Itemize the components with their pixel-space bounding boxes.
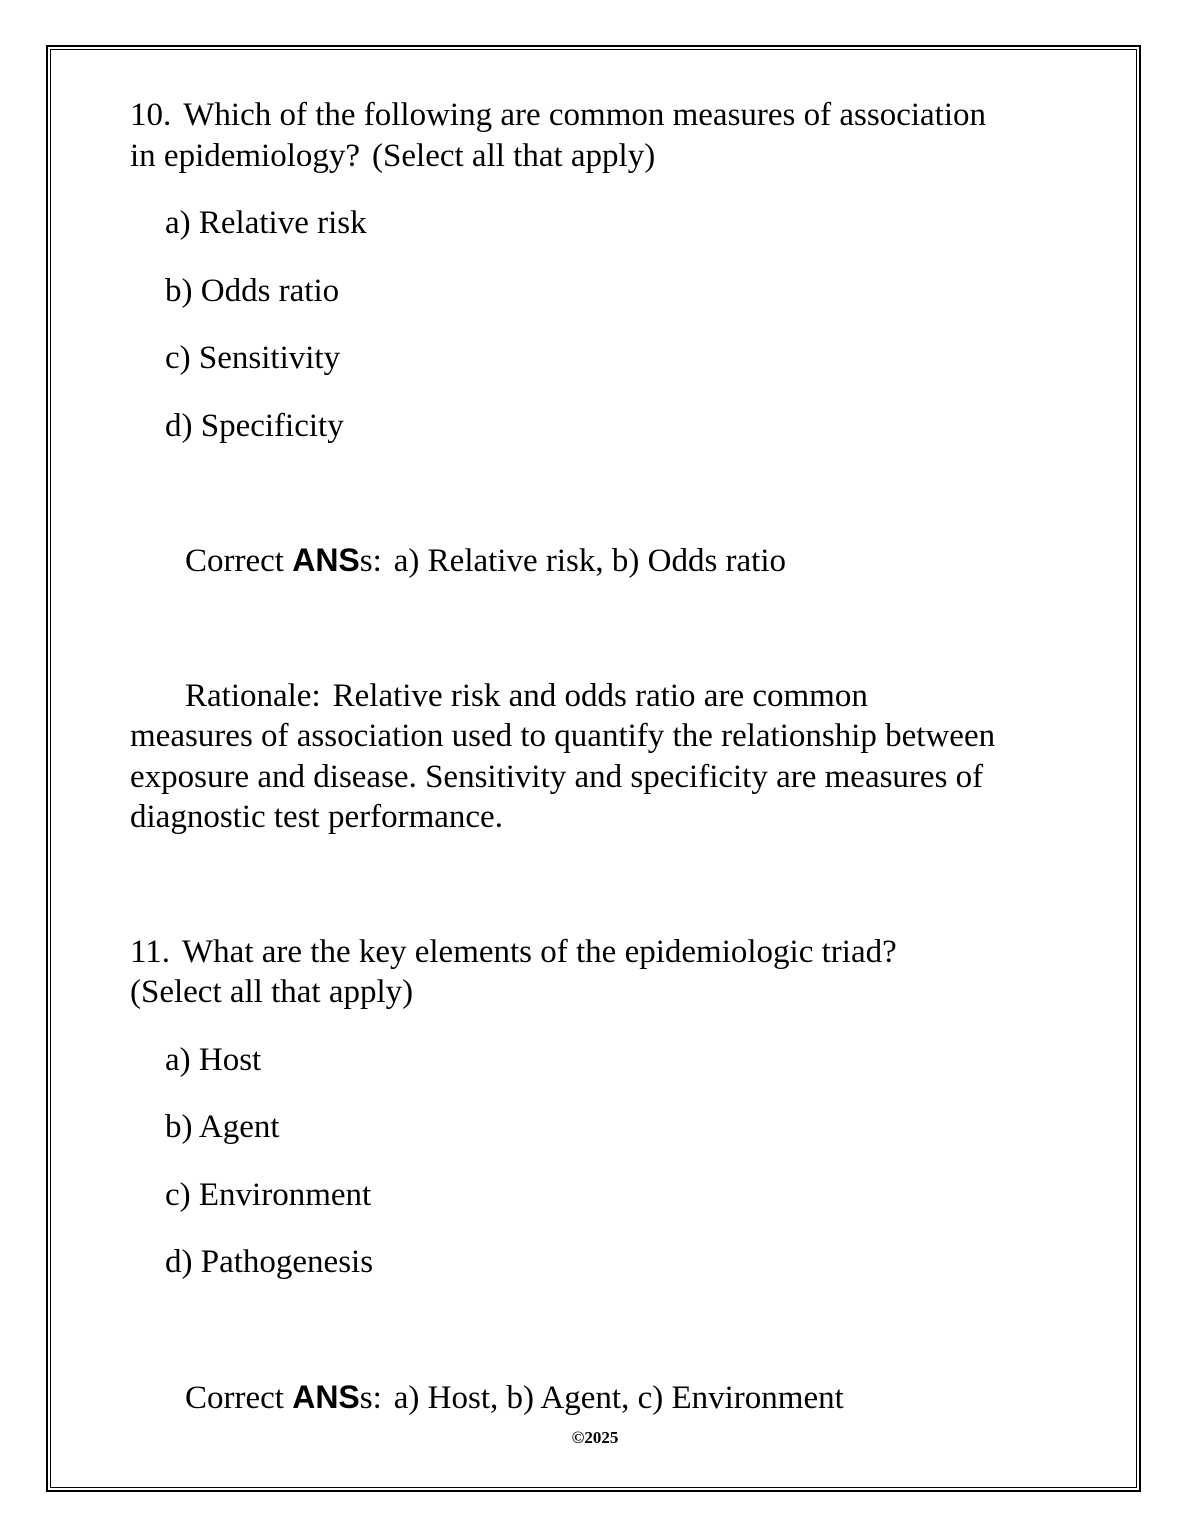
- question-10-instruction: (Select all that apply): [372, 138, 656, 174]
- question-10-option-d: d) Specificity: [165, 408, 344, 444]
- question-11-option-d: d) Pathogenesis: [165, 1244, 374, 1280]
- answer-label-prefix: Correct: [185, 1380, 293, 1416]
- question-10-rationale-line-3: exposure and disease. Sensitivity and specificity are measures of: [130, 759, 984, 795]
- question-11-option-c: c) Environment: [165, 1177, 372, 1213]
- answer-text: a) Host, b) Agent, c) Environment: [393, 1380, 844, 1416]
- question-11-number: 11.: [130, 934, 171, 970]
- question-10-stem-line-2: [130, 136, 655, 176]
- question-11-instruction: (Select all that apply): [130, 974, 414, 1010]
- answer-label-bold: ANS: [292, 542, 360, 578]
- question-11-option-b: b) Agent: [165, 1109, 280, 1145]
- question-10-stem-line-1: [130, 95, 986, 135]
- copyright-footer: ©2025: [571, 1428, 619, 1447]
- question-10-rationale-line-1: [185, 676, 868, 716]
- answer-label-bold: ANS: [292, 1379, 360, 1415]
- rationale-text: Relative risk and odds ratio are common: [332, 678, 868, 714]
- question-11-option-a: a) Host: [165, 1042, 262, 1078]
- question-10-text-cont: in epidemiology?: [130, 138, 361, 174]
- question-11-correct-answer: [185, 1377, 844, 1418]
- question-11-stem-line-1: [130, 932, 897, 972]
- question-10-option-c: c) Sensitivity: [165, 340, 341, 376]
- question-10-text: Which of the following are common measures of association: [183, 97, 987, 133]
- question-10-correct-answer: [185, 540, 786, 581]
- question-10-option-a: a) Relative risk: [165, 205, 367, 241]
- answer-label-prefix: Correct: [185, 543, 293, 579]
- question-11-text: What are the key elements of the epidemiologic triad?: [182, 934, 897, 970]
- question-10-number: 10.: [130, 97, 172, 133]
- answer-label-suffix: s:: [359, 543, 382, 579]
- question-10-option-b: b) Odds ratio: [165, 273, 340, 309]
- rationale-label: Rationale:: [185, 678, 321, 714]
- question-10-rationale-line-2: measures of association used to quantify the relationship between: [130, 718, 996, 754]
- answer-label-suffix: s:: [359, 1380, 382, 1416]
- question-10-rationale-line-4: diagnostic test performance.: [130, 799, 503, 835]
- answer-text: a) Relative risk, b) Odds ratio: [393, 543, 787, 579]
